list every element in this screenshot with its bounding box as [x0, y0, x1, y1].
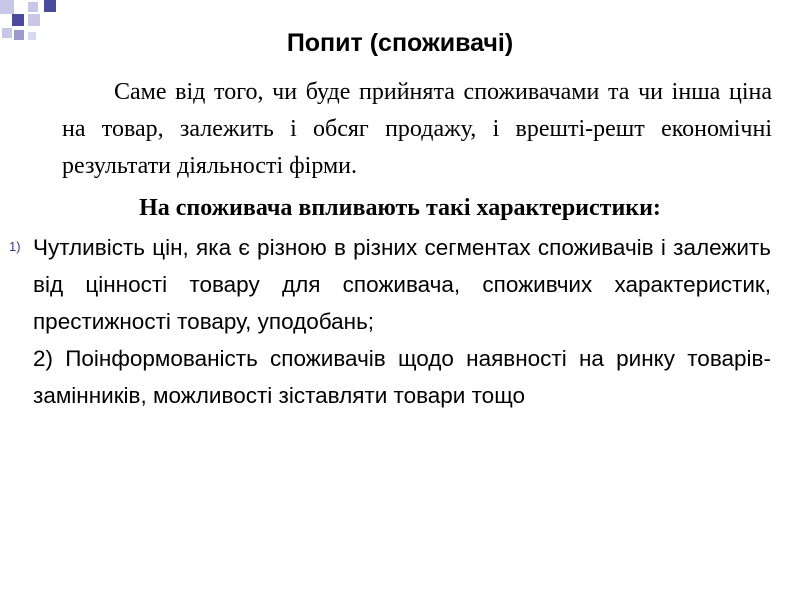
characteristics-list	[9, 229, 771, 414]
list-item-text: Чутливість цін, яка є різною в різних сегментах споживачів і залежить від цінності товару для споживача, споживчих характеристик, престижності товару, уподобань;	[33, 235, 771, 334]
section-heading: На споживача впливають такі характеристики:	[139, 195, 661, 221]
list-item	[33, 340, 771, 414]
list-item-text: 2) Поінформованість споживачів щодо наявності на ринку товарів-замінників, можливості зіставляти товари тощо	[33, 346, 771, 408]
intro-paragraph: Саме від того, чи буде прийнята споживачами та чи інша ціна на товар, залежить і обсяг продажу, і врешті-решт економічні результати діяльності фірми.	[62, 79, 772, 179]
slide-title: Попит (споживачі)	[286, 29, 514, 57]
list-item	[9, 229, 771, 340]
list-number-marker: 1)	[9, 239, 21, 254]
